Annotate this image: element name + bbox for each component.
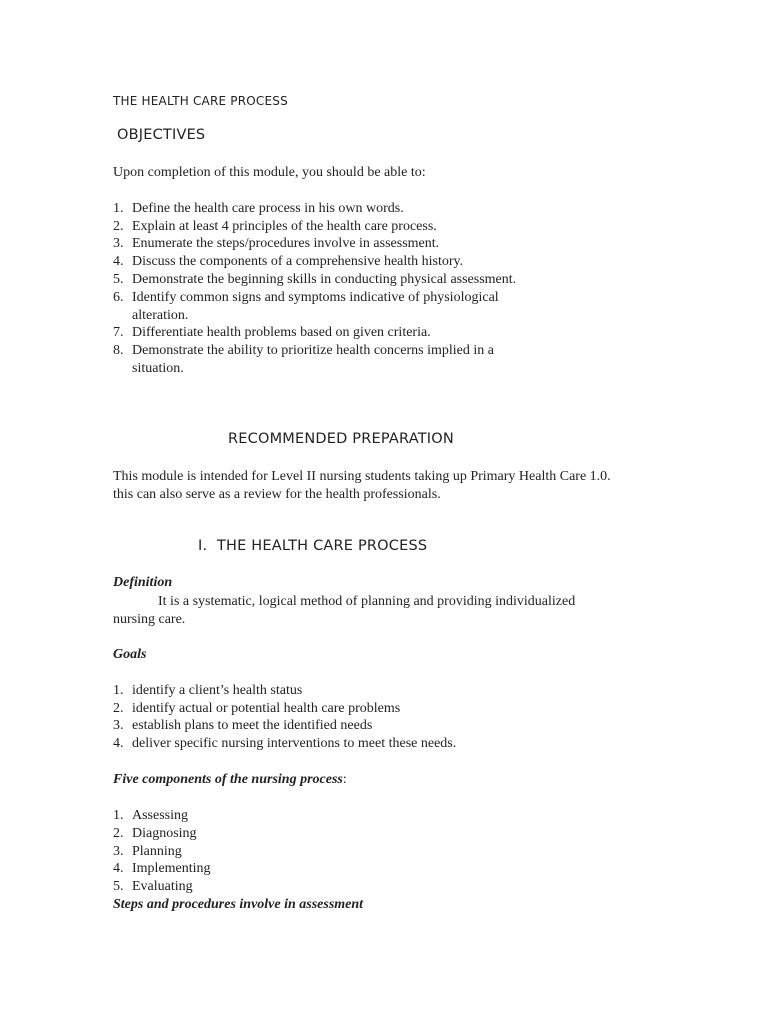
component-item	[113, 880, 673, 898]
objective-item	[113, 273, 673, 291]
goal-item	[113, 719, 673, 737]
objective-text: Differentiate health problems based on given criteria.	[132, 325, 431, 340]
objective-number: 3.	[113, 236, 124, 251]
objectives-heading: OBJECTIVES	[117, 127, 206, 143]
objective-text-continued: alteration.	[132, 307, 189, 323]
goal-number: 3.	[113, 718, 124, 733]
steps-label: Steps and procedures involve in assessment	[113, 897, 364, 912]
components-label-row	[113, 773, 347, 787]
objective-text: Define the health care process in his own words.	[132, 201, 404, 216]
goal-item	[113, 737, 673, 755]
definition-label: Definition	[113, 575, 173, 590]
objective-number: 2.	[113, 219, 124, 234]
goal-text: establish plans to meet the identified needs	[132, 718, 373, 733]
objectives-intro: Upon completion of this module, you should be able to:	[113, 165, 426, 180]
objective-item	[113, 344, 673, 380]
objective-item	[113, 326, 673, 344]
component-number: 4.	[113, 861, 124, 876]
objective-number: 1.	[113, 201, 124, 216]
component-text: Evaluating	[132, 879, 193, 894]
objective-text: Demonstrate the ability to prioritize health concerns implied in a	[132, 343, 494, 358]
objective-text: Explain at least 4 principles of the health care process.	[132, 219, 437, 234]
component-text: Assessing	[132, 808, 189, 823]
objective-text: Identify common signs and symptoms indicative of physiological	[132, 290, 499, 305]
component-text: Diagnosing	[132, 826, 197, 841]
objective-number: 5.	[113, 272, 124, 287]
component-number: 5.	[113, 879, 124, 894]
components-label-colon: :	[342, 772, 347, 787]
component-number: 2.	[113, 826, 124, 841]
goal-item	[113, 684, 673, 702]
goal-number: 1.	[113, 683, 124, 698]
components-label: Five components of the nursing process	[113, 772, 343, 787]
component-item	[113, 827, 673, 845]
objective-text: Enumerate the steps/procedures involve in assessment.	[132, 236, 440, 251]
objective-number: 4.	[113, 254, 124, 269]
objective-text: Demonstrate the beginning skills in conducting physical assessment.	[132, 272, 517, 287]
objective-text: Discuss the components of a comprehensive health history.	[132, 254, 464, 269]
objective-item	[113, 291, 673, 327]
preparation-text: this can also serve as a review for the health professionals.	[113, 487, 441, 502]
goal-number: 4.	[113, 736, 124, 751]
objective-item	[113, 202, 673, 220]
component-item	[113, 809, 673, 827]
definition-text: It is a systematic, logical method of planning and providing individualized	[158, 594, 576, 609]
goal-text: deliver specific nursing interventions to meet these needs.	[132, 736, 457, 751]
component-number: 3.	[113, 844, 124, 859]
objective-text-continued: situation.	[132, 360, 184, 376]
section-heading: I. THE HEALTH CARE PROCESS	[198, 538, 428, 554]
document-title: THE HEALTH CARE PROCESS	[113, 94, 288, 108]
objective-number: 6.	[113, 290, 124, 305]
component-text: Implementing	[132, 861, 211, 876]
preparation-text: This module is intended for Level II nursing students taking up Primary Health Care 1.0.	[113, 469, 611, 484]
goals-label: Goals	[113, 647, 147, 662]
goal-number: 2.	[113, 701, 124, 716]
component-text: Planning	[132, 844, 182, 859]
objective-item	[113, 255, 673, 273]
component-item	[113, 862, 673, 880]
preparation-heading: RECOMMENDED PREPARATION	[228, 431, 454, 447]
objective-number: 7.	[113, 325, 124, 340]
objective-item	[113, 237, 673, 255]
goal-text: identify a client’s health status	[132, 683, 303, 698]
component-number: 1.	[113, 808, 124, 823]
goal-text: identify actual or potential health care problems	[132, 701, 401, 716]
definition-text: nursing care.	[113, 612, 186, 627]
objective-number: 8.	[113, 343, 124, 358]
